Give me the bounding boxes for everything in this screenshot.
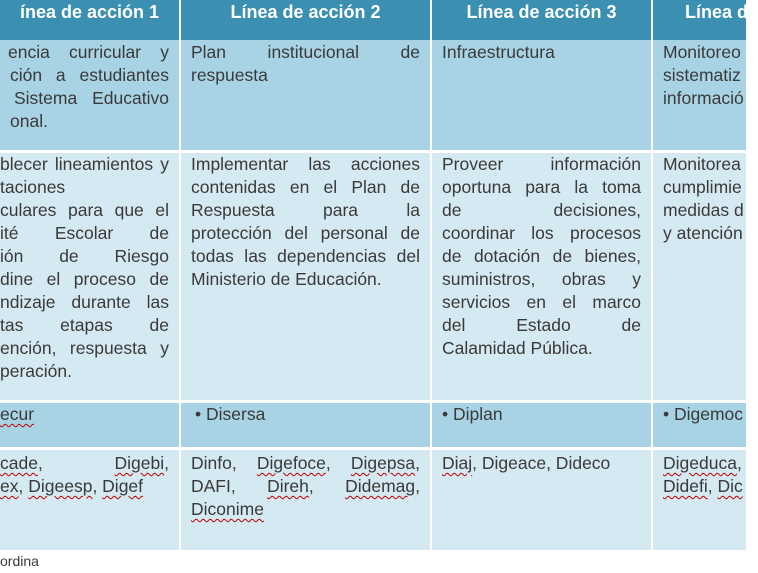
row3-col1: ecur [0, 403, 179, 448]
row-divider [0, 400, 746, 403]
column-divider [651, 0, 653, 550]
header-cell-2: Línea de acción 2 [181, 0, 430, 40]
row4-col4: Digeduca, Didefi, Dic [653, 450, 746, 550]
row3-col4: • Digemoc [653, 403, 746, 448]
row1-col1: encia curricular y ción a estudiantes Sistema Educativo onal. [0, 40, 179, 151]
row2-col3: Proveer información oportuna para la toma de decisiones, coordinar los procesos de dotación de bienes, suministros, obras y servicios en el marco del Estado de Calamidad Pública. [432, 153, 651, 401]
row-divider [0, 447, 746, 450]
column-divider [430, 0, 432, 550]
row2-col2: Implementar las acciones contenidas en el Plan de Respuesta para la protección del personal de todas las dependencias del Ministerio de Educación. [181, 153, 430, 401]
header-cell-4: Línea de [653, 0, 746, 40]
row4-col2: Dinfo, Digefoce, Digepsa, DAFI, Direh, Didemag, Diconime [181, 450, 430, 550]
row1-col3: Infraestructura [432, 40, 651, 151]
column-divider [179, 0, 181, 550]
row-divider [0, 150, 746, 153]
row4-col3: Diaj, Digeace, Dideco [432, 450, 651, 550]
row1-col4: Monitoreo sistematiz informació [653, 40, 746, 151]
row1-col2: Plan institucional de respuesta [181, 40, 430, 151]
row3-col2: • Disersa [181, 403, 430, 448]
row4-col1: cade, Digebi, ex, Digeesp, Digef [0, 450, 179, 550]
footnote-text: ordina [0, 553, 39, 569]
header-cell-3: Línea de acción 3 [432, 0, 651, 40]
row3-col3: • Diplan [432, 403, 651, 448]
row2-col4: Monitorea cumplimie medidas d y atención [653, 153, 746, 401]
row2-col1: blecer lineamientos y taciones culares para que el ité Escolar de ión de Riesgo dine el proceso de ndizaje durante las tas etapas de ención, respuesta y peración. [0, 153, 179, 401]
header-cell-1: ínea de acción 1 [0, 0, 179, 40]
